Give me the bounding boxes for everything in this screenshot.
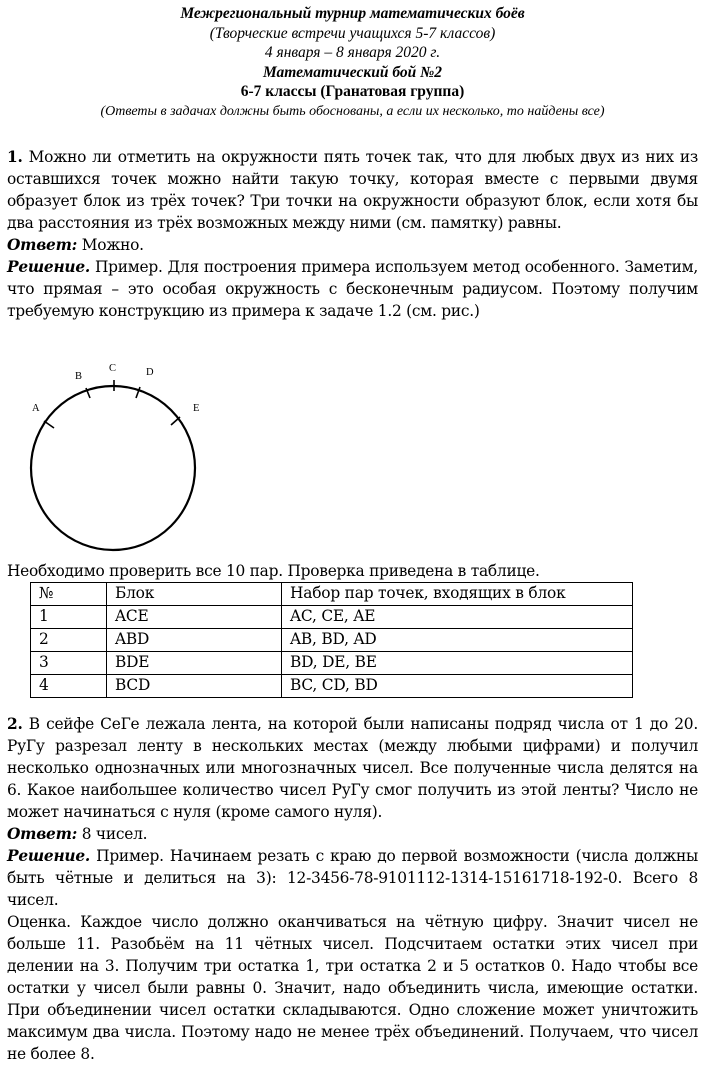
problem-1 <box>0 146 705 322</box>
table-cell: 2 <box>31 629 107 652</box>
answer-text: 8 чисел. <box>81 825 148 843</box>
table-header-row <box>31 583 633 606</box>
header <box>0 4 705 121</box>
tournament-title: Межрегиональный турнир математических боёв <box>180 5 525 22</box>
table-cell: BDE <box>107 652 282 675</box>
table-row <box>31 675 633 698</box>
table-cell: BCD <box>107 675 282 698</box>
problem-2-estimate: Оценка. Каждое число должно оканчиваться на чётную цифру. Значит чисел не больше 11. Разобьём на 11 чётных чисел. Подсчитаем остатки этих чисел при делении на 3. Получим три остатка 1, три остатка 2 и 5 остатков 0. Надо чтобы все остатки у чисел были равны 0. Значит, надо объединить числа, имеющие остатки. При объединении чисел остатки складываются. Одно сложение может уничтожить максимум два числа. Поэтому надо не менее трёх объединений. Получаем, что чисел не более 8. <box>7 913 698 1063</box>
tick-a <box>44 421 54 428</box>
check-table <box>30 582 633 698</box>
solution-text: Пример. Для построения примера используем метод особенного. Заметим, что прямая – это особая окружность с бесконечным радиусом. Поэтому получим требуемую конструкцию из примера к задаче 1.2 (см. рис.) <box>7 258 698 320</box>
solution-label: Решение. <box>7 258 91 276</box>
table-row <box>31 652 633 675</box>
table-header: Блок <box>107 583 282 606</box>
check-text: Необходимо проверить все 10 пар. Проверка приведена в таблице. <box>7 562 540 580</box>
problem-1-statement <box>0 146 705 234</box>
point-label-e: E <box>193 403 200 414</box>
table-header: Набор пар точек, входящих в блок <box>282 583 633 606</box>
group-title: 6-7 классы (Гранатовая группа) <box>240 83 465 100</box>
problem-1-text: Можно ли отметить на окружности пять точек так, что для любых двух из них из оставшихся точек можно найти такую точку, которая вместе с первыми двумя образует блок из трёх точек? Три точки на окружности образуют блок, если хотя бы два расстояния из трёх возможных между ними (см. памятку) равны. <box>7 148 698 232</box>
point-label-c: C <box>109 363 117 374</box>
problem-2-solution <box>0 845 705 911</box>
table-cell: 4 <box>31 675 107 698</box>
table-header: № <box>31 583 107 606</box>
table-cell: AC, CE, AE <box>282 606 633 629</box>
table-cell: 3 <box>31 652 107 675</box>
problem-1-solution <box>0 256 705 322</box>
table-row <box>31 629 633 652</box>
table-cell: AB, BD, AD <box>282 629 633 652</box>
table-cell: 1 <box>31 606 107 629</box>
answer-label: Ответ: <box>7 825 78 843</box>
problem-2-text: В сейфе СеГе лежала лента, на которой были написаны подряд числа от 1 до 20. РуГу разрезал ленту в нескольких местах (между любыми цифрами) и получил несколько однозначных или многозначных чисел. Все полученные числа делятся на 6. Какое наибольшее количество чисел РуГу смог получить из этой ленты? Число не может начинаться с нуля (кроме самого нуля). <box>7 715 698 821</box>
answer-label: Ответ: <box>7 236 78 254</box>
solution-label: Решение. <box>7 847 91 865</box>
point-label-b: B <box>75 371 83 382</box>
solution-text: Пример. Начинаем резать с краю до первой возможности (числа должны быть чётные и делиться на 3): 12-3456-78-9101112-1314-15161718-192-0. Всего 8 чисел. <box>7 847 699 909</box>
problem-2-statement <box>0 713 705 823</box>
table-cell: BC, CD, BD <box>282 675 633 698</box>
problem-1-answer <box>0 234 705 256</box>
tournament-dates: 4 января – 8 января 2020 г. <box>264 44 441 61</box>
header-note: (Ответы в задачах должны быть обоснованы, а если их несколько, то найдены все) <box>100 103 605 119</box>
point-label-a: A <box>32 403 40 414</box>
table-cell: BD, DE, BE <box>282 652 633 675</box>
table-row <box>31 606 633 629</box>
problem-2-number: 2. <box>7 715 23 733</box>
battle-title: Математический бой №2 <box>262 63 443 81</box>
point-label-d: D <box>146 367 154 378</box>
circle-figure <box>0 355 260 565</box>
answer-text: Можно. <box>81 236 144 254</box>
problem-2 <box>0 713 705 1065</box>
circle <box>31 386 195 550</box>
tournament-subtitle: (Творческие встречи учащихся 5-7 классов) <box>209 24 496 42</box>
problem-1-number: 1. <box>7 148 23 166</box>
table-cell: ACE <box>107 606 282 629</box>
problem-2-answer <box>0 823 705 845</box>
tick-e <box>171 417 180 425</box>
table-cell: ABD <box>107 629 282 652</box>
